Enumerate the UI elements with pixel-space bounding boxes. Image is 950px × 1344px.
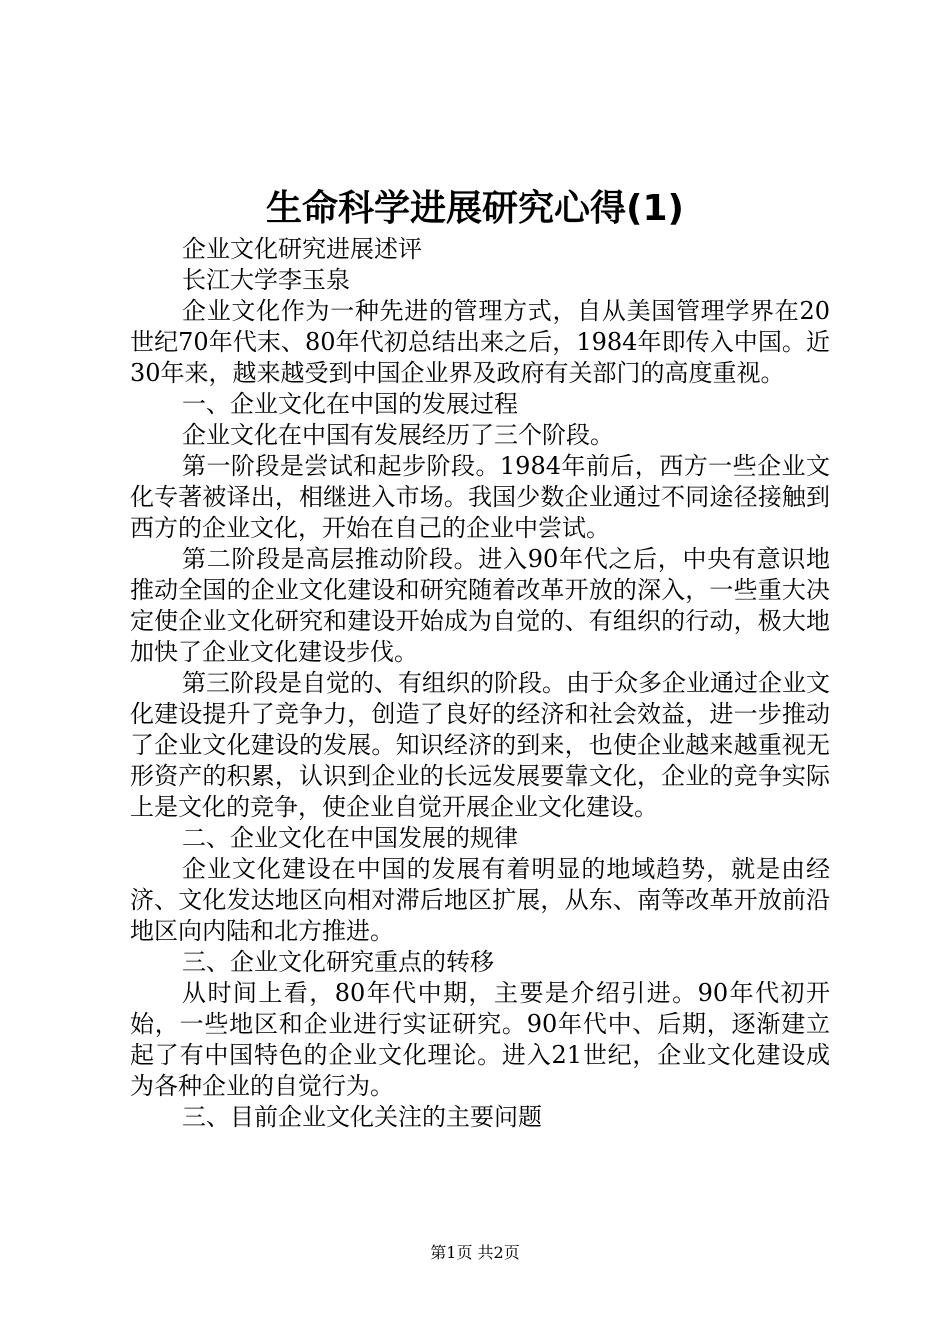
paragraph: 第三阶段是自觉的、有组织的阶段。由于众多企业通过企业文化建设提升了竞争力，创造了良好的经济和社会效益，进一步推动了企业文化建设的发展。知识经济的到来，也使企业越来越重视无形资产的积累，认识到企业的长远发展要靠文化，企业的竞争实际上是文化的竞争，使企业自觉开展企业文化建设。 (130, 669, 830, 821)
section-heading: 一、企业文化在中国的发展过程 (182, 390, 518, 418)
paragraph: 企业文化研究进展述评 (182, 235, 422, 263)
page-title: 生命科学进展研究心得(1) (266, 188, 684, 229)
paragraph: 第二阶段是高层推动阶段。进入90年代之后，中央有意识地推动全国的企业文化建设和研究随着改革开放的深入，一些重大决定使企业文化研究和建设开始成为自觉的、有组织的行动，极大地加快了企业文化建设步伐。 (130, 545, 830, 666)
section-heading: 二、企业文化在中国发展的规律 (182, 824, 518, 852)
paragraph: 长江大学李玉泉 (182, 266, 350, 294)
paragraph: 企业文化建设在中国的发展有着明显的地域趋势，就是由经济、文化发达地区向相对滞后地区扩展，从东、南等改革开放前沿地区向内陆和北方推进。 (130, 855, 830, 945)
paragraph: 企业文化作为一种先进的管理方式，自从美国管理学界在20世纪70年代末、80年代初总结出来之后，1984年即传入中国。近30年来，越来越受到中国企业界及政府有关部门的高度重视。 (130, 297, 830, 387)
section-heading: 三、企业文化研究重点的转移 (182, 948, 494, 976)
paragraph: 从时间上看，80年代中期，主要是介绍引进。90年代初开始，一些地区和企业进行实证研究。90年代中、后期，逐渐建立起了有中国特色的企业文化理论。进入21世纪，企业文化建设成为各种企业的自觉行为。 (130, 979, 830, 1100)
paragraph: 企业文化在中国有发展经历了三个阶段。 (182, 421, 614, 449)
paragraph: 第一阶段是尝试和起步阶段。1984年前后，西方一些企业文化专著被译出，相继进入市场。我国少数企业通过不同途径接触到西方的企业文化，开始在自己的企业中尝试。 (130, 452, 830, 542)
section-heading: 三、目前企业文化关注的主要问题 (182, 1103, 542, 1131)
page-footer: 第1页 共2页 (430, 1243, 520, 1262)
document-body (130, 234, 830, 1133)
